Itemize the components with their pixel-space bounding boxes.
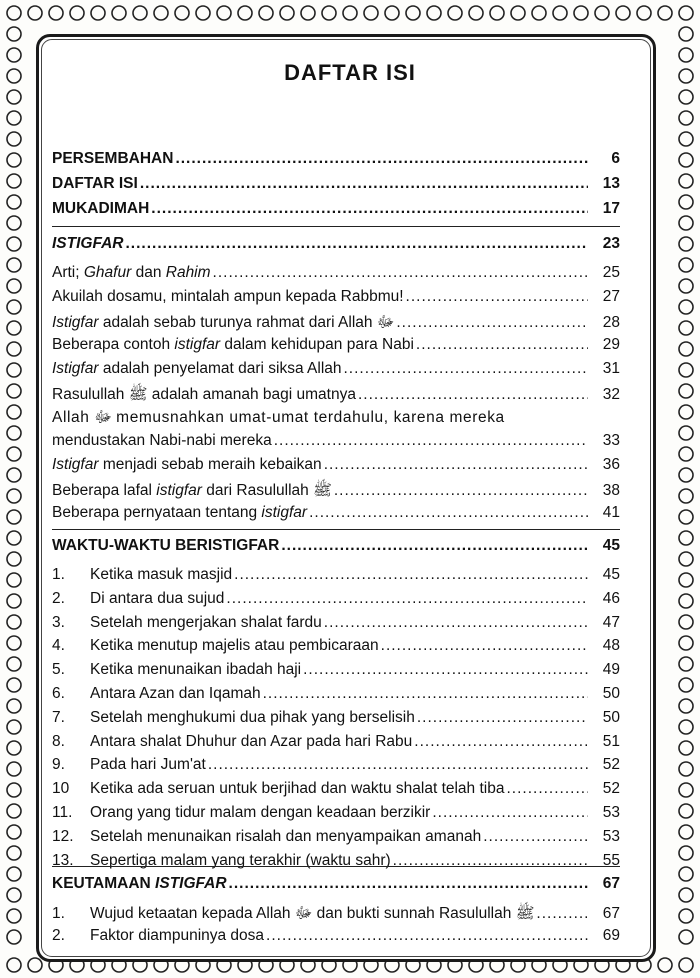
toc-entry-page: 6 [611,150,620,167]
entry-text: Antara Azan dan Iqamah [90,685,261,702]
entry-text: Rasulullah ﷺ adalah amanah bagi umatnya [52,386,356,403]
entry-text: dari Rasulullah ﷺ [201,482,332,499]
toc-entry-page: 69 [602,927,620,944]
entry-number: 12. [52,827,74,845]
section-heading: ISTIGFAR [52,235,124,252]
toc-entry-page: 49 [602,661,620,679]
toc-entry-page: 17 [602,200,620,217]
ornament-scallop [217,6,231,20]
ornament-scallop [679,867,693,881]
toc-entry[interactable] [52,432,620,454]
entry-text-italic: Istigfar [52,314,99,331]
ornament-scallop [7,405,21,419]
toc-entry-page: 45 [602,566,620,583]
ornament-scallop [7,909,21,923]
toc-entry-page: 52 [602,756,620,774]
ornament-scallop [679,132,693,146]
ornament-scallop [7,531,21,545]
entry-text-italic: Istigfar [52,456,99,473]
toc-entry-line1[interactable]: Allah ﷻ memusnahkan umat-umat terdahulu, karena mereka [52,409,505,426]
ornament-scallop [7,342,21,356]
ornament-scallop [7,384,21,398]
ornament-scallop [7,867,21,881]
ornament-scallop [7,678,21,692]
toc-entry-title: MUKADIMAH [52,200,150,217]
toc-numbered-entry[interactable] [52,566,620,588]
ornament-scallop [175,6,189,20]
ornament-scallop [679,237,693,251]
ornament-scallop [406,6,420,20]
ornament-scallop [637,6,651,20]
ornament-scallop [7,489,21,503]
entry-text-italic: Ghafur [83,264,132,281]
ornament-scallop [679,405,693,419]
entry-text: Beberapa lafal [52,482,157,499]
ornament-scallop [490,6,504,20]
ornament-scallop [7,510,21,524]
ornament-scallop [343,6,357,20]
toc-entry-page: 41 [602,504,620,521]
section-divider [52,866,620,867]
ornament-scallop [7,846,21,860]
ornament-scallop [7,699,21,713]
ornament-scallop [679,720,693,734]
toc-entry[interactable] [52,360,620,382]
toc-numbered-entry[interactable] [52,852,620,874]
toc-entry-persembahan[interactable] [52,150,620,172]
ornament-scallop [679,804,693,818]
toc-entry-page: 36 [602,456,620,473]
ornament-scallop [679,174,693,188]
section-divider [52,226,620,227]
entry-text: Sepertiga malam yang terakhir (waktu sahr) [90,851,391,869]
toc-entry-daftar-isi[interactable] [52,175,620,197]
entry-text: adalah penyelamat dari siksa Allah [98,360,342,377]
toc-entry[interactable] [52,264,620,286]
entry-text: Di antara dua sujud [90,589,225,607]
ornament-scallop [679,510,693,524]
ornament-scallop [679,321,693,335]
entry-text: Pada hari Jum'at [90,756,206,774]
toc-section-keutamaan[interactable] [52,875,620,897]
entry-text: dalam kehidupan para Nabi [220,336,414,353]
ornament-scallop [679,90,693,104]
entry-text: Setelah menghukumi dua pihak yang berselisih [90,708,415,726]
toc-entry-page: 28 [602,314,620,331]
entry-text-italic: istigfar [261,504,308,521]
toc-section-istigfar[interactable] [52,235,620,257]
toc-entry-page: 46 [602,589,620,607]
toc-section-waktu[interactable] [52,537,620,559]
ornament-scallop [679,216,693,230]
entry-text: adalah sebab turunya rahmat dari Allah ﷻ [98,314,395,331]
entry-text: Ketika menutup majelis atau pembicaraan [90,637,379,655]
ornament-scallop [280,6,294,20]
toc-entry[interactable] [52,456,620,478]
ornament-scallop [7,804,21,818]
ornament-scallop [7,552,21,566]
entry-text-italic: Istigfar [52,360,99,377]
ornament-scallop [7,888,21,902]
entry-number: 11. [52,804,73,821]
toc-entry-page: 55 [602,851,620,869]
ornament-scallop [679,615,693,629]
entry-text: menjadi sebab meraih kebaikan [98,456,322,473]
toc-numbered-entry[interactable] [52,903,620,925]
page-title: DAFTAR ISI [284,60,416,85]
ornament-scallop [679,930,693,944]
ornament-scallop [532,6,546,20]
ornament-scallop [259,6,273,20]
entry-number: 2. [52,589,65,607]
toc-numbered-entry[interactable] [52,614,620,636]
toc-entry-page: 48 [602,637,620,655]
toc-numbered-entry[interactable] [52,828,620,850]
ornament-scallop [679,111,693,125]
entry-text-italic: istigfar [174,336,221,353]
section-divider [52,529,620,530]
toc-entry-page: 50 [602,708,620,726]
ornament-scallop [679,741,693,755]
toc-entry-page: 38 [602,482,620,499]
ornament-scallop [679,909,693,923]
ornament-scallop [679,426,693,440]
toc-entry-page: 23 [602,235,620,252]
toc-entry-page: 27 [602,288,620,305]
ornament-scallop [679,573,693,587]
ornament-scallop [7,468,21,482]
toc-entry[interactable] [52,312,620,334]
ornament-scallop [679,195,693,209]
ornament-scallop [679,363,693,377]
ornament-scallop [679,153,693,167]
ornament-scallop [7,573,21,587]
ornament-scallop [679,699,693,713]
toc-entry-page: 51 [602,732,620,750]
toc-entry-page: 32 [602,386,620,403]
ornament-scallop [91,6,105,20]
toc-entry-page: 31 [602,360,620,377]
entry-text: Wujud ketaatan kepada Allah ﷻ dan bukti sunnah Rasulullah ﷺ [90,905,535,922]
section-heading: WAKTU-WAKTU BERISTIGFAR [52,537,280,554]
ornament-scallop [7,762,21,776]
ornament-scallop [574,6,588,20]
ornament-scallop [196,6,210,20]
toc-entry-mukadimah[interactable] [52,200,620,222]
toc-numbered-entry[interactable] [52,756,620,778]
ornament-scallop [679,783,693,797]
ornament-scallop [7,27,21,41]
entry-text: Orang yang tidur malam dengan keadaan berzikir [90,804,431,821]
toc-entry[interactable] [52,504,620,526]
ornament-scallop [7,174,21,188]
ornament-scallop [70,6,84,20]
ornament-scallop [322,6,336,20]
toc-entry-page: 67 [602,875,620,892]
ornament-scallop [679,468,693,482]
ornament-scallop [679,762,693,776]
entry-number: 2. [52,927,65,944]
entry-text: dan [131,264,166,281]
ornament-scallop [7,237,21,251]
ornament-scallop [7,636,21,650]
toc-numbered-entry[interactable] [52,661,620,683]
ornament-scallop [679,258,693,272]
toc-entry-page: 13 [602,175,620,192]
ornament-scallop [7,321,21,335]
entry-number: 4. [52,637,65,655]
ornament-scallop [7,258,21,272]
entry-text: Setelah mengerjakan shalat fardu [90,613,322,631]
ornament-scallop [7,447,21,461]
entry-text-italic: istigfar [156,482,202,499]
entry-text: Arti; [52,264,84,281]
entry-text: Setelah menunaikan risalah dan menyampaikan amanah [90,827,482,845]
ornament-scallop [154,6,168,20]
toc-numbered-entry[interactable] [52,637,620,659]
entry-text: Ketika masuk masjid [90,566,233,583]
entry-number: 5. [52,661,65,679]
ornament-scallop [679,27,693,41]
ornament-scallop [7,615,21,629]
toc-entry-title: DAFTAR ISI [52,175,138,192]
ornament-scallop [7,132,21,146]
ornament-scallop [28,6,42,20]
toc-entry-page: 47 [602,613,620,631]
toc-entry-page: 67 [602,905,620,922]
ornament-scallop [679,678,693,692]
ornament-scallop [595,6,609,20]
ornament-scallop [679,300,693,314]
ornament-scallop [385,6,399,20]
ornament-scallop [7,958,21,972]
ornament-scallop [679,342,693,356]
ornament-scallop [679,489,693,503]
ornament-scallop [7,111,21,125]
ornament-scallop [679,6,693,20]
ornament-scallop [7,657,21,671]
ornament-scallop [679,531,693,545]
section-heading: KEUTAMAAN [52,875,156,892]
entry-number: 1. [52,566,65,583]
ornament-scallop [7,153,21,167]
toc-entry[interactable] [52,336,620,358]
ornament-scallop [448,6,462,20]
ornament-scallop [7,783,21,797]
ornament-scallop [7,363,21,377]
entry-text-italic: Rahim [165,264,211,281]
toc-entry-title: PERSEMBAHAN [52,150,174,167]
toc-entry-page: 25 [602,264,620,281]
entry-number: 8. [52,732,65,750]
ornament-scallop [7,90,21,104]
entry-number: 1. [52,905,65,922]
ornament-scallop [553,6,567,20]
toc-entry-page: 45 [602,537,620,554]
ornament-scallop [7,720,21,734]
ornament-scallop [7,195,21,209]
entry-number: 7. [52,708,65,726]
toc-numbered-entry[interactable] [52,590,620,612]
entry-number: 9. [52,756,65,774]
ornament-scallop [7,825,21,839]
ornament-scallop [679,846,693,860]
entry-text: Beberapa pernyataan tentang [52,504,262,521]
entry-text: mendustakan Nabi-nabi mereka [52,432,272,449]
entry-text: Faktor diampuninya dosa [90,927,265,944]
toc-numbered-entry[interactable] [52,804,620,826]
entry-number: 10 [52,780,70,798]
ornament-scallop [7,300,21,314]
ornament-scallop [427,6,441,20]
ornament-scallop [301,6,315,20]
ornament-scallop [679,958,693,972]
entry-text: Antara shalat Dhuhur dan Azar pada hari Rabu [90,732,413,750]
ornament-scallop [364,6,378,20]
ornament-scallop [679,594,693,608]
toc-numbered-entry[interactable] [52,927,620,949]
toc-entry-page: 33 [602,432,620,449]
toc-entry[interactable] [52,384,620,406]
ornament-scallop [28,958,42,972]
toc-entry-page: 50 [602,685,620,702]
ornament-scallop [658,6,672,20]
toc-numbered-entry[interactable] [52,733,620,755]
ornament-scallop [658,958,672,972]
entry-number: 6. [52,685,65,702]
ornament-scallop [679,636,693,650]
entry-text: Ketika ada seruan untuk berjihad dan waktu shalat telah tiba [90,780,505,798]
toc-entry-page: 29 [602,336,620,353]
ornament-scallop [616,6,630,20]
entry-text: Ketika menunaikan ibadah haji [90,661,302,679]
ornament-scallop [7,426,21,440]
ornament-scallop [7,741,21,755]
ornament-scallop [7,216,21,230]
ornament-scallop [679,447,693,461]
ornament-scallop [679,279,693,293]
ornament-scallop [679,384,693,398]
ornament-scallop [112,6,126,20]
toc-entry-page: 53 [602,804,620,821]
ornament-scallop [679,825,693,839]
ornament-scallop [679,657,693,671]
toc-entry-page: 53 [602,827,620,845]
toc-entry-page: 52 [602,780,620,798]
ornament-scallop [7,594,21,608]
section-heading-italic: ISTIGFAR [155,875,227,892]
ornament-scallop [679,552,693,566]
toc-entry[interactable] [52,288,620,310]
ornament-scallop [511,6,525,20]
entry-number: 13. [52,851,74,869]
toc-numbered-entry[interactable] [52,709,620,731]
toc-numbered-entry[interactable] [52,780,620,802]
ornament-scallop [7,6,21,20]
ornament-scallop [7,279,21,293]
ornament-scallop [49,6,63,20]
ornament-scallop [469,6,483,20]
toc-entry[interactable] [52,480,620,502]
entry-text: Akuilah dosamu, mintalah ampun kepada Rabbmu! [52,288,404,305]
ornament-scallop [7,930,21,944]
entry-text: Beberapa contoh [52,336,175,353]
ornament-scallop [238,6,252,20]
entry-number: 3. [52,613,65,631]
toc-numbered-entry[interactable] [52,685,620,707]
ornament-scallop [133,6,147,20]
ornament-scallop [679,888,693,902]
